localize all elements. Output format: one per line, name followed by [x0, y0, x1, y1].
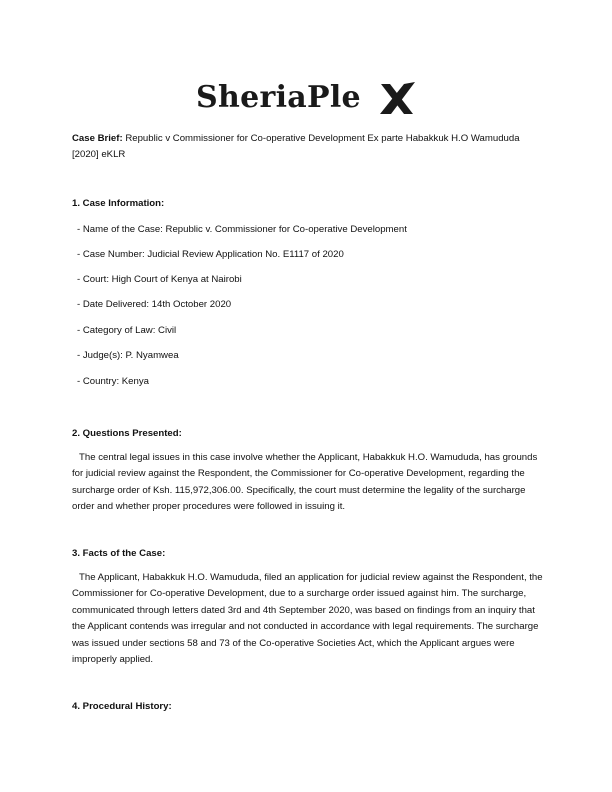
case-info-item-name: - Name of the Case: Republic v. Commissioner for Co-operative Development [77, 224, 407, 235]
case-brief-title [72, 131, 542, 163]
case-brief-label: Case Brief: [72, 133, 123, 144]
case-info-item-category: - Category of Law: Civil [77, 325, 177, 336]
case-info-item-court: - Court: High Court of Kenya at Nairobi [77, 274, 242, 285]
case-info-item-judges: - Judge(s): P. Nyamwea [77, 350, 179, 361]
procedural-history-heading: 4. Procedural History: [72, 701, 172, 712]
questions-presented-text: The central legal issues in this case involve whether the Applicant, Habakkuk H.O. Wamududa, has grounds for judicial review against the Respondent, the Commissioner for Co-operative Development, regarding the surcharge order of Ksh. 115,972,306.00. Specifically, the court must determine the legality of the surcharge order and whether proper procedures were followed in issuing it. [72, 452, 538, 513]
case-info-item-number: - Case Number: Judicial Review Application No. E1117 of 2020 [77, 249, 344, 260]
case-brief-text: Republic v Commissioner for Co-operative Development Ex parte Habakkuk H.O Wamududa [2020] eKLR [72, 133, 520, 160]
sheriaplex-logo [196, 78, 418, 118]
logo-x-mark [379, 82, 415, 116]
facts-heading: 3. Facts of the Case: [72, 548, 166, 559]
case-information-heading: 1. Case Information: [72, 198, 165, 209]
case-info-item-country: - Country: Kenya [77, 376, 149, 387]
case-info-item-date: - Date Delivered: 14th October 2020 [77, 299, 232, 310]
logo-wordmark: SheriaPle [196, 80, 361, 115]
facts-text: The Applicant, Habakkuk H.O. Wamududa, filed an application for judicial review against the Respondent, the Commissioner for Co-operative Development, due to a surcharge order issued against him. The surcharge, communicated through letters dated 3rd and 4th September 2020, was based on findings from an inquiry that the Applicant contends was irregular and not conducted in accordance with legal requirements. The surcharge was issued under sections 58 and 73 of the Co-operative Societies Act, which the Applicant argues were improperly applied. [72, 572, 543, 666]
questions-presented-heading: 2. Questions Presented: [72, 428, 182, 439]
